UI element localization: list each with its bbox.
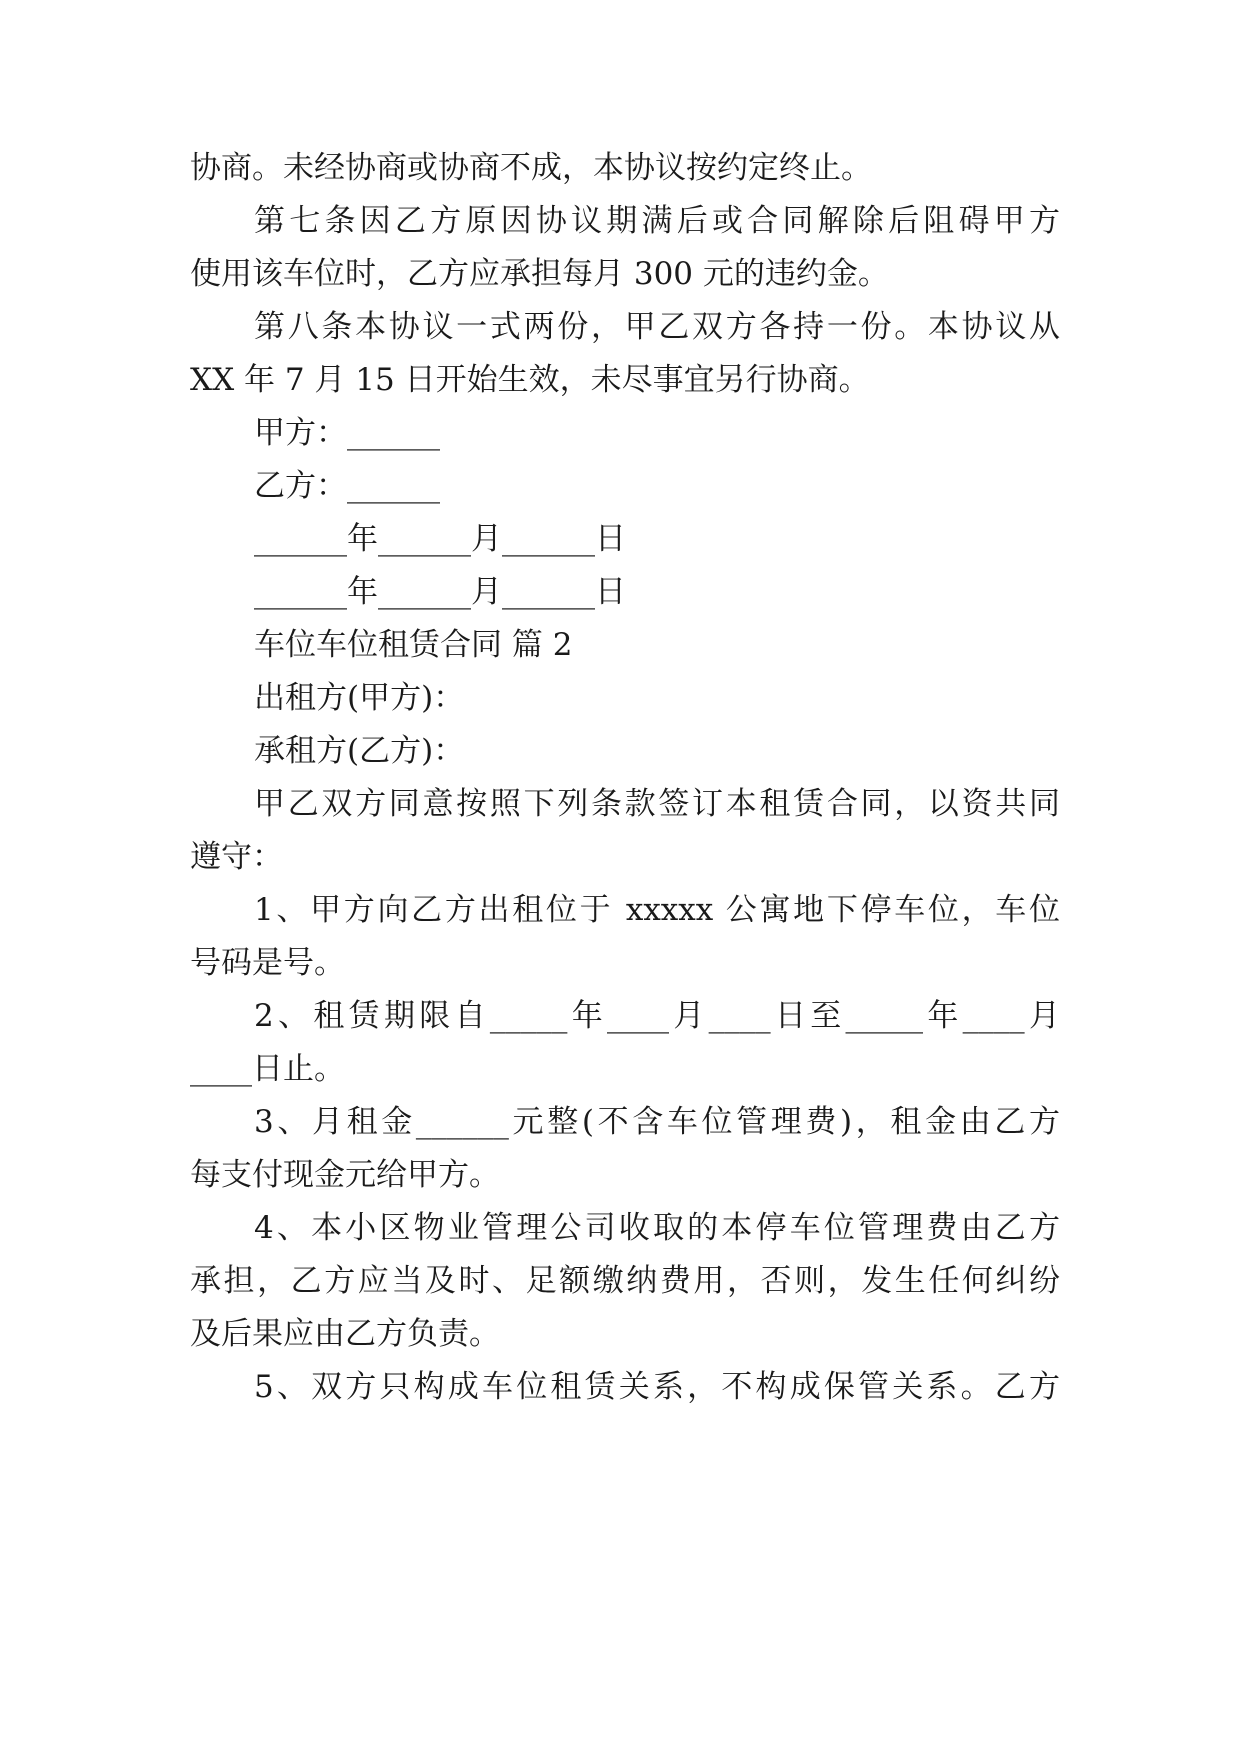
text-line: 甲乙双方同意按照下列条款签订本租赁合同，以资共同 [254, 786, 1060, 822]
text-line: 协商。未经协商或协商不成，本协议按约定终止。 [190, 150, 872, 186]
text-line: 第七条因乙方原因协议期满后或合同解除后阻碍甲方 [254, 203, 1060, 239]
clause-2: 2、租赁期限自_____年____月____日至_____年____月 [254, 998, 1060, 1034]
text-line: 承担，乙方应当及时、足额缴纳费用，否则，发生任何纠纷 [190, 1263, 1060, 1299]
text-line: 每支付现金元给甲方。 [190, 1157, 500, 1193]
text-line: 号码是号。 [190, 945, 345, 981]
text-line: XX 年 7 月 15 日开始生效，未尽事宜另行协商。 [190, 362, 870, 398]
clause-1: 1、甲方向乙方出租位于 xxxxx 公寓地下停车位，车位 [254, 892, 1060, 928]
date-line: ______年______月______日 [254, 574, 626, 610]
clause-5: 5、双方只构成车位租赁关系，不构成保管关系。乙方 [254, 1369, 1060, 1405]
text-line: 使用该车位时，乙方应承担每月 300 元的违约金。 [190, 256, 889, 292]
lessor-label: 出租方(甲方)： [254, 680, 465, 716]
lessee-label: 承租方(乙方)： [254, 733, 465, 769]
text-line: 及后果应由乙方负责。 [190, 1316, 500, 1352]
date-line: ______年______月______日 [254, 521, 626, 557]
text-line: ____日止。 [190, 1051, 345, 1087]
clause-4: 4、本小区物业管理公司收取的本停车位管理费由乙方 [254, 1210, 1060, 1246]
clause-3: 3、月租金______元整(不含车位管理费)，租金由乙方 [254, 1104, 1060, 1140]
text-line: 遵守： [190, 839, 283, 875]
party-a-signature-line: 甲方：______ [254, 415, 440, 451]
party-b-signature-line: 乙方：______ [254, 468, 440, 504]
section-heading: 车位车位租赁合同 篇 2 [254, 627, 573, 663]
text-line: 第八条本协议一式两份，甲乙双方各持一份。本协议从 [254, 309, 1060, 345]
